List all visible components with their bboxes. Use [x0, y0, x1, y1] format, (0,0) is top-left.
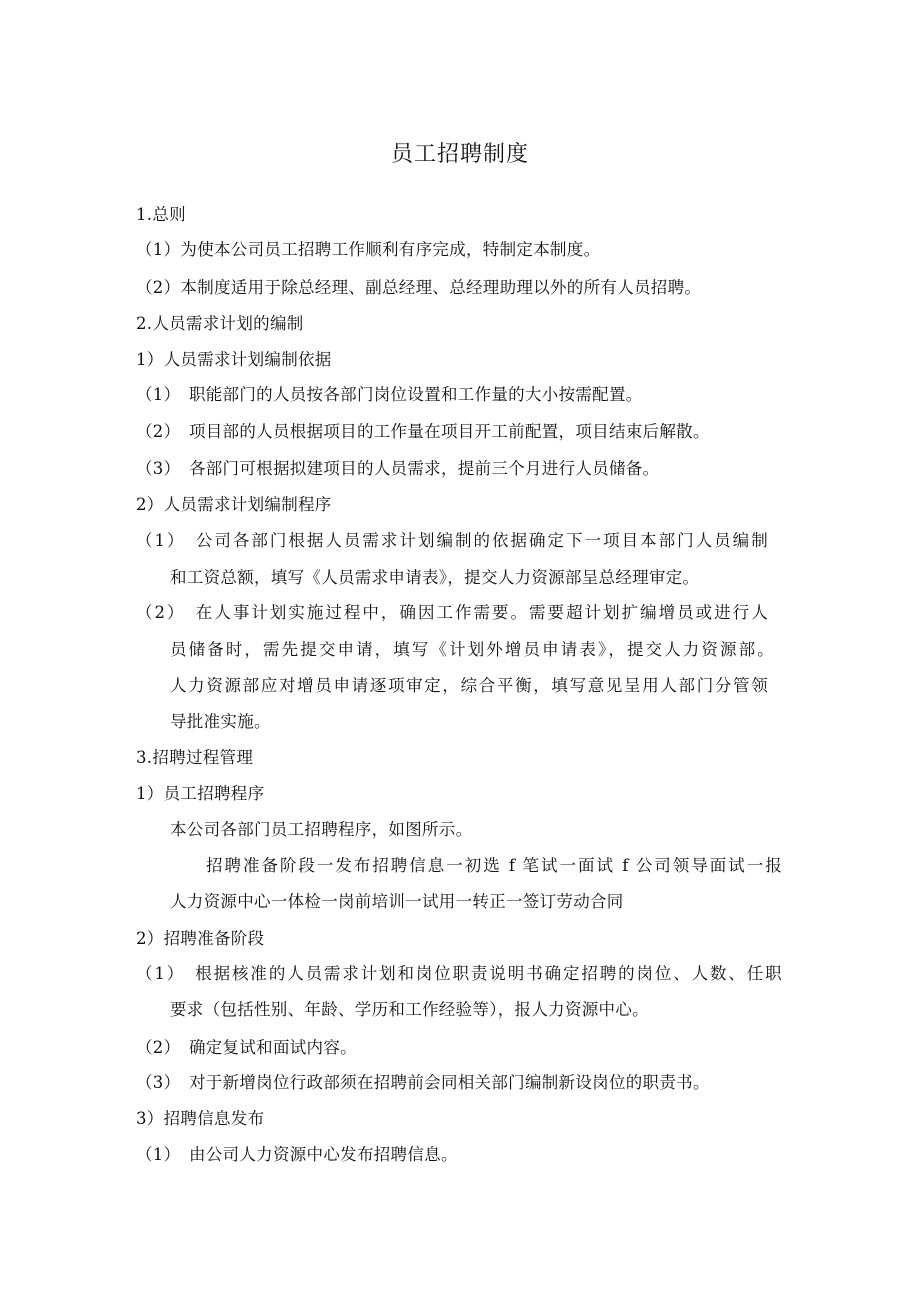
paragraph-line: （2）本制度适用于除总经理、副总经理、总经理助理以外的所有人员招聘。 — [136, 278, 702, 297]
section-heading: 2.人员需求计划的编制 — [136, 314, 304, 333]
subsection-heading: 3）招聘信息发布 — [136, 1109, 265, 1128]
paragraph-line-text: （1） 根据核准的人员需求计划和岗位职责说明书确定招聘的岗位、人数、任职 — [136, 964, 782, 983]
paragraph-line: （1） 职能部门的人员按各部门岗位设置和工作量的大小按需配置。 — [136, 385, 643, 404]
paragraph-line: （3） 对于新增岗位行政部须在招聘前会同相关部门编制新设岗位的职责书。 — [136, 1073, 710, 1092]
subsection-heading: 1）人员需求计划编制依据 — [136, 350, 332, 369]
paragraph-line: （2） 确定复试和面试内容。 — [136, 1038, 357, 1057]
paragraph-line-continued: 和工资总额，填写《人员需求申请表》，提交人力资源部呈总经理审定。 — [170, 568, 700, 587]
page-title: 员工招聘制度 — [390, 142, 529, 167]
paragraph-line-continued — [170, 638, 774, 662]
paragraph-line: （1）为使本公司员工招聘工作顺利有序完成，特制定本制度。 — [136, 240, 601, 259]
process-flow-line — [206, 854, 782, 878]
paragraph-line-continued: 导批准实施。 — [170, 712, 271, 731]
subsection-heading: 2）人员需求计划编制程序 — [136, 495, 332, 514]
paragraph-line-text: 员储备时，需先提交申请，填写《计划外增员申请表》，提交人力资源部。 — [170, 640, 774, 659]
subsection-heading: 1）员工招聘程序 — [136, 784, 265, 803]
process-flow-line: 人力资源中心一体检一岗前培训一试用一转正一签订劳动合同 — [170, 892, 624, 911]
paragraph-line: （1） 由公司人力资源中心发布招聘信息。 — [136, 1145, 458, 1164]
subsection-heading: 2）招聘准备阶段 — [136, 929, 265, 948]
paragraph-line-text: 人力资源部应对增员申请逐项审定，综合平衡，填写意见呈用人部门分管领 — [170, 676, 768, 695]
paragraph-line-continued — [170, 674, 768, 698]
paragraph-line — [136, 601, 768, 625]
paragraph-line-continued: 要求（包括性别、年龄、学历和工作经验等），报人力资源中心。 — [170, 1000, 649, 1019]
paragraph-line — [136, 962, 782, 986]
process-flow-text: 招聘准备阶段一发布招聘信息一初选 f 笔试一面试 f 公司领导面试一报 — [206, 856, 782, 875]
section-heading: 1.总则 — [136, 205, 186, 224]
section-heading: 3.招聘过程管理 — [136, 748, 254, 767]
paragraph-line-text: （1） 公司各部门根据人员需求计划编制的依据确定下一项目本部门人员编制 — [136, 531, 768, 550]
paragraph-line-text: （2） 在人事计划实施过程中，确因工作需要。需要超计划扩编增员或进行人 — [136, 603, 768, 622]
paragraph-line — [136, 529, 768, 553]
paragraph-line: （3） 各部门可根据拟建项目的人员需求，提前三个月进行人员储备。 — [136, 459, 660, 478]
paragraph-line: 本公司各部门员工招聘程序，如图所示。 — [170, 820, 473, 839]
paragraph-line: （2） 项目部的人员根据项目的工作量在项目开工前配置，项目结束后解散。 — [136, 422, 710, 441]
